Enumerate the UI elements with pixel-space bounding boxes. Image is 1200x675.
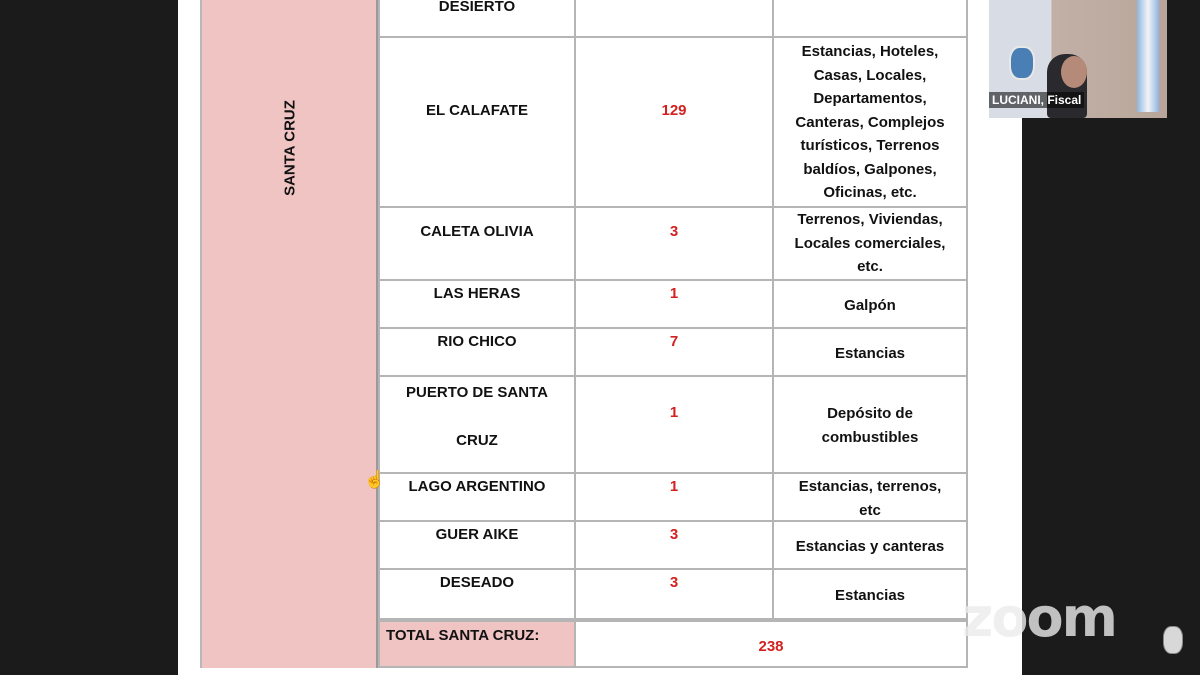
type-line: Estancias, Hoteles, bbox=[801, 43, 939, 60]
count-cell: 129 bbox=[576, 38, 774, 208]
city-cell: RIO CHICO bbox=[378, 329, 576, 377]
hand-pointer-icon: ☝ bbox=[364, 470, 386, 489]
province-label: SANTA CRUZ bbox=[281, 100, 299, 196]
type-cell bbox=[774, 208, 968, 281]
participant-name: LUCIANI, Fiscal bbox=[989, 92, 1084, 108]
city-cell: EL CALAFATE bbox=[378, 38, 576, 208]
table-row bbox=[378, 570, 968, 620]
type-line: combustibles bbox=[821, 428, 919, 446]
table-row bbox=[378, 208, 968, 281]
type-cell bbox=[774, 570, 968, 620]
type-line: baldíos, Galpones, bbox=[803, 160, 937, 178]
type-cell bbox=[774, 377, 968, 474]
type-line: turísticos, Terrenos bbox=[800, 137, 940, 154]
total-label: TOTAL SANTA CRUZ: bbox=[378, 620, 576, 668]
type-cell bbox=[774, 0, 968, 38]
count-cell: 7 bbox=[576, 329, 774, 377]
city-cell: DESEADO bbox=[378, 570, 576, 620]
total-value: 238 bbox=[576, 620, 968, 668]
count-cell: 3 bbox=[576, 570, 774, 620]
type-line: Terrenos, Viviendas, bbox=[797, 211, 943, 228]
table-row bbox=[378, 329, 968, 377]
city-cell: DESIERTO bbox=[378, 0, 576, 38]
zoom-logo: zoom bbox=[962, 586, 1116, 649]
city-line: PUERTO DE SANTA bbox=[406, 384, 548, 401]
type-line: Departamentos, bbox=[813, 90, 927, 107]
type-line: Estancias bbox=[834, 345, 906, 362]
type-line: Estancias bbox=[834, 587, 906, 604]
flag-icon bbox=[1137, 0, 1159, 112]
province-cell bbox=[200, 0, 378, 668]
type-line: Oficinas, etc. bbox=[823, 184, 917, 201]
shared-document bbox=[178, 0, 1022, 675]
city-cell bbox=[378, 377, 576, 474]
type-line: Estancias y canteras bbox=[795, 538, 945, 555]
type-cell bbox=[774, 522, 968, 570]
city-cell: CALETA OLIVIA bbox=[378, 208, 576, 281]
property-table bbox=[378, 0, 968, 670]
participant-video-tile[interactable] bbox=[989, 0, 1167, 118]
type-cell bbox=[774, 38, 968, 208]
table-row bbox=[378, 281, 968, 329]
participant-head bbox=[1061, 56, 1087, 88]
type-line: Estancias, terrenos, bbox=[798, 478, 942, 495]
table-row bbox=[378, 522, 968, 570]
count-cell: 3 bbox=[576, 208, 774, 281]
coat-of-arms-icon bbox=[1009, 46, 1035, 80]
table-row bbox=[378, 38, 968, 208]
table-row bbox=[378, 474, 968, 522]
count-cell: 3 bbox=[576, 522, 774, 570]
type-cell bbox=[774, 281, 968, 329]
coat-of-arms-icon bbox=[1163, 626, 1183, 654]
type-cell bbox=[774, 474, 968, 522]
type-line: Canteras, Complejos bbox=[795, 113, 945, 131]
table-row bbox=[378, 377, 968, 474]
count-cell: 1 bbox=[576, 377, 774, 474]
type-line: etc. bbox=[857, 258, 883, 275]
count-cell: 1 bbox=[576, 281, 774, 329]
city-cell: GUER AIKE bbox=[378, 522, 576, 570]
city-cell: LAGO ARGENTINO bbox=[378, 474, 576, 522]
table-row bbox=[378, 0, 968, 38]
type-line: Depósito de bbox=[827, 405, 913, 422]
type-line: Locales comerciales, bbox=[794, 234, 946, 252]
type-line: Galpón bbox=[844, 297, 896, 314]
type-line: Casas, Locales, bbox=[813, 66, 927, 84]
count-cell bbox=[576, 0, 774, 38]
type-line: etc bbox=[859, 501, 881, 519]
count-cell: 1 bbox=[576, 474, 774, 522]
city-cell: LAS HERAS bbox=[378, 281, 576, 329]
city-line: CRUZ bbox=[456, 432, 498, 449]
type-cell bbox=[774, 329, 968, 377]
